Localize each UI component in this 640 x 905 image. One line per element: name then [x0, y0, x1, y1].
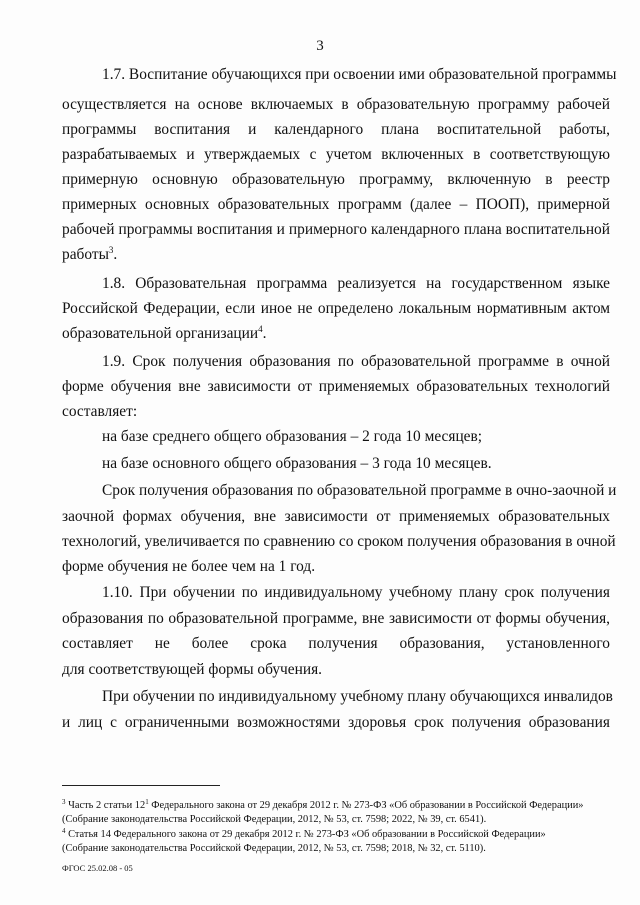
line-text: работы — [62, 246, 109, 263]
footnote-text: Часть 2 статьи 12 — [65, 800, 146, 811]
text-line — [102, 688, 613, 706]
line-text: 1.10. При обучении по индивидуальному учебному плану срок получения — [102, 584, 610, 601]
text-line — [62, 714, 610, 732]
text-line — [62, 635, 610, 653]
text-line — [62, 610, 610, 628]
line-text: заочной формах обучения, вне зависимости от применяемых образовательных — [62, 508, 610, 525]
text-line — [62, 378, 610, 396]
line-text: осуществляется на основе включаемых в образовательную программу рабочей — [62, 96, 610, 113]
line-text: составляет не более срока получения образования, установленного — [62, 635, 610, 652]
line-text: технологий, увеличивается по сравнению со сроком получения образования в очной — [62, 533, 616, 550]
text-line — [62, 96, 610, 114]
text-line — [62, 146, 610, 164]
text-line — [62, 246, 610, 264]
footnote-line — [62, 828, 610, 841]
text-line — [62, 533, 616, 551]
text-line — [102, 482, 617, 500]
footnote-marker: 4 — [62, 827, 66, 835]
line-text: на базе основного общего образования – 3 года 10 месяцев. — [102, 455, 492, 472]
footnote-text: (Собрание законодательства Российской Федерации, 2012, № 53, ст. 7598; 2022, № 39, ст. 6541). — [62, 814, 487, 825]
text-line — [62, 403, 610, 421]
page-number: 3 — [316, 38, 324, 54]
line-text: разрабатываемых и утверждаемых с учетом включенных в соответствующую — [62, 146, 610, 163]
text-line — [102, 66, 617, 84]
line-text: для соответствующей формы обучения. — [62, 661, 323, 678]
line-text: 1.7. Воспитание обучающихся при освоении ими образовательной программы — [102, 66, 617, 83]
footnote-ref: 4 — [258, 324, 263, 334]
footnote-marker: 3 — [62, 798, 66, 806]
footnote-line — [62, 813, 610, 826]
line-text: образовательной организации — [62, 325, 259, 342]
line-text: форме обучения не более чем на 1 год. — [62, 558, 316, 575]
line-text: рабочей программы воспитания и примерного календарного плана воспитательной — [62, 221, 610, 238]
line-text: примерных основных образовательных программ (далее – ПООП), примерной — [62, 196, 610, 213]
line-text: и лиц с ограниченными возможностями здоровья срок получения образования — [62, 714, 610, 731]
footnote-line — [62, 842, 610, 855]
line-text: Российской Федерации, если иное не определено локальным нормативным актом — [62, 300, 610, 317]
footnote-separator — [62, 785, 220, 786]
text-line — [102, 428, 610, 446]
line-text: При обучении по индивидуальному учебному плану обучающихся инвалидов — [102, 688, 613, 705]
line-text: Срок получения образования по образовательной программе в очно-заочной и — [102, 482, 617, 499]
text-line — [62, 196, 610, 214]
line-text: программы воспитания и календарного плана воспитательной работы, — [62, 121, 610, 138]
article-superscript: 1 — [145, 798, 149, 806]
footnote-text: (Собрание законодательства Российской Федерации, 2012, № 53, ст. 7598; 2018, № 32, ст. 5110). — [62, 843, 486, 854]
text-line — [62, 325, 610, 343]
text-line — [62, 508, 610, 526]
footnote-ref: 3 — [108, 245, 114, 255]
footnote-text: Статья 14 Федерального закона от 29 декабря 2012 г. № 273-ФЗ «Об образовании в Российской Федерации» — [65, 829, 546, 840]
line-text: составляет: — [62, 403, 138, 420]
text-line — [102, 275, 610, 293]
text-line — [62, 661, 610, 679]
line-text: 1.8. Образовательная программа реализуется на государственном языке — [102, 275, 610, 292]
footnote-text: Федерального закона от 29 декабря 2012 г. № 273-ФЗ «Об образовании в Российской Федерации» — [148, 800, 584, 811]
text-line — [62, 221, 610, 239]
text-line — [62, 300, 610, 318]
text-line — [102, 584, 610, 602]
text-line — [62, 121, 610, 139]
line-tail: . — [113, 246, 118, 263]
line-text: примерную основную образовательную программу, включенную в реестр — [62, 171, 610, 188]
text-line — [62, 171, 610, 189]
footnote-line — [62, 799, 610, 812]
line-tail: . — [262, 325, 267, 342]
line-text: форме обучения вне зависимости от применяемых образовательных технологий — [62, 378, 610, 395]
line-text: образования по образовательной программе, вне зависимости от формы обучения, — [62, 610, 610, 627]
text-line — [102, 455, 610, 473]
text-line — [102, 353, 610, 371]
line-text: на базе среднего общего образования – 2 года 10 месяцев; — [102, 428, 483, 445]
line-text: 1.9. Срок получения образования по образовательной программе в очной — [102, 353, 610, 370]
text-line — [62, 558, 610, 576]
footer-code: ФГОС 25.02.08 - 05 — [62, 863, 133, 873]
